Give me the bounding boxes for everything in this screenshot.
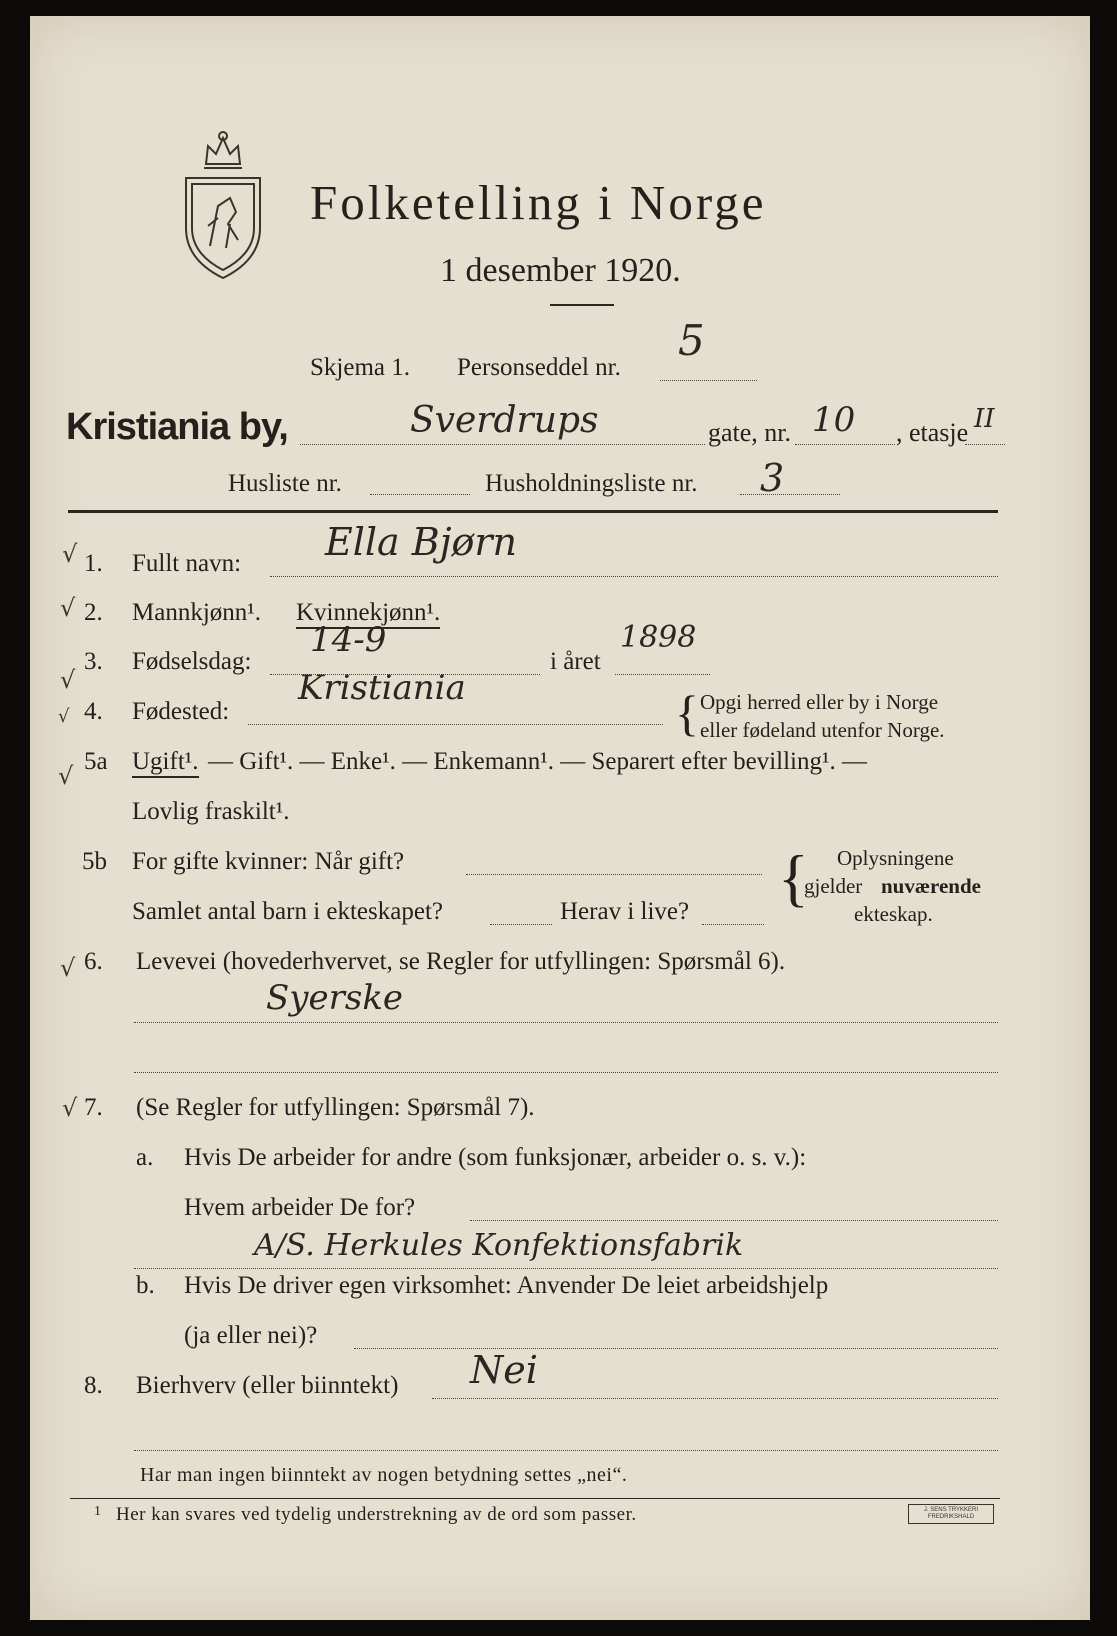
side-income-value: Nei bbox=[470, 1348, 538, 1392]
birth-date-value: 14-9 bbox=[310, 620, 387, 660]
q8-number: 8. bbox=[84, 1372, 103, 1399]
q7a-letter: a. bbox=[136, 1144, 154, 1171]
household-list-value: 3 bbox=[760, 456, 785, 500]
marital-options: — Gift¹. — Enke¹. — Enkemann¹. — Separert efter bevilling¹. — bbox=[208, 748, 867, 775]
q1-number: 1. bbox=[84, 550, 103, 577]
check-mark: √ bbox=[60, 954, 76, 982]
bracket-icon: { bbox=[675, 685, 699, 741]
printer-stamp-text: J. SENS TRYKKERI bbox=[923, 1507, 979, 1513]
marriage-date-field bbox=[466, 874, 762, 875]
full-name-field bbox=[270, 576, 998, 577]
employer-field bbox=[470, 1220, 998, 1221]
printer-stamp-text: FREDRIKSHALD bbox=[927, 1514, 975, 1520]
census-form bbox=[30, 16, 1090, 1620]
street-field bbox=[300, 444, 705, 445]
gate-nr-label: gate, nr. bbox=[708, 418, 792, 447]
census-date: 1 desember 1920. bbox=[440, 252, 681, 289]
floor-value: II bbox=[974, 404, 995, 434]
birth-place-value: Kristiania bbox=[298, 668, 466, 708]
check-mark: √ bbox=[58, 706, 70, 727]
children-count-label: Samlet antal barn i ekteskapet? bbox=[132, 898, 443, 925]
check-mark: √ bbox=[60, 666, 76, 694]
sex-female-option: Kvinnekjønn¹. bbox=[296, 599, 440, 629]
children-count-field bbox=[490, 924, 552, 925]
form-title: Folketelling i Norge bbox=[310, 175, 767, 230]
q4-number: 4. bbox=[84, 698, 103, 725]
check-mark: √ bbox=[58, 762, 74, 790]
marriage-note: nuværende bbox=[881, 874, 981, 898]
q3-number: 3. bbox=[84, 648, 103, 675]
personseddel-value: 5 bbox=[678, 316, 705, 365]
birth-date-label: Fødselsdag: bbox=[132, 648, 252, 675]
birth-year-value: 1898 bbox=[620, 620, 697, 655]
footnote-rule bbox=[70, 1498, 1000, 1499]
check-mark: √ bbox=[62, 1094, 78, 1122]
street-value: Sverdrups bbox=[410, 400, 599, 441]
q6-number: 6. bbox=[84, 948, 103, 975]
q5a-number: 5a bbox=[84, 748, 108, 775]
occupation-value: Syerske bbox=[266, 978, 404, 1018]
birth-place-field bbox=[248, 724, 663, 725]
footnote-text: Her kan svares ved tydelig understrekning av de ord som passer. bbox=[116, 1504, 637, 1525]
employer-value: A/S. Herkules Konfektionsfabrik bbox=[254, 1228, 744, 1263]
floor-label: , etasje bbox=[896, 418, 969, 447]
city-label: Kristiania by, bbox=[66, 406, 288, 448]
side-income-field-2 bbox=[134, 1450, 998, 1451]
title-divider bbox=[550, 304, 614, 306]
employer-field-2 bbox=[134, 1268, 998, 1269]
full-name-value: Ella Bjørn bbox=[325, 520, 518, 564]
birth-place-note: eller fødeland utenfor Norge. bbox=[700, 718, 945, 742]
children-alive-field bbox=[702, 924, 764, 925]
sex-male-option: Mannkjønn¹. bbox=[132, 599, 262, 626]
occupation-label: Levevei (hovederhvervet, se Regler for utfyllingen: Spørsmål 6). bbox=[136, 948, 786, 975]
side-income-field bbox=[432, 1398, 998, 1399]
q7b-letter: b. bbox=[136, 1272, 155, 1299]
birth-year-label: i året bbox=[550, 648, 601, 675]
occupation-field-2 bbox=[134, 1072, 998, 1073]
coat-of-arms-icon bbox=[178, 128, 268, 280]
bracket-icon: { bbox=[778, 842, 809, 913]
household-list-label: Husholdningsliste nr. bbox=[485, 470, 698, 497]
marital-option-unmarried: Ugift¹. bbox=[132, 748, 199, 778]
married-women-label: For gifte kvinner: Når gift? bbox=[132, 848, 405, 875]
household-list-field bbox=[740, 494, 840, 495]
marital-option-divorced: Lovlig fraskilt¹. bbox=[132, 798, 290, 825]
marriage-note: ekteskap. bbox=[854, 902, 933, 926]
side-income-label: Bierhverv (eller biinntekt) bbox=[136, 1372, 399, 1399]
footnote-marker: 1 bbox=[94, 1504, 101, 1519]
birth-place-label: Fødested: bbox=[132, 698, 230, 725]
q7-label: (Se Regler for utfyllingen: Spørsmål 7). bbox=[136, 1094, 535, 1121]
form-number-label: Skjema 1. bbox=[310, 354, 410, 381]
side-income-note: Har man ingen biinntekt av nogen betydning settes „nei“. bbox=[140, 1464, 628, 1486]
printer-stamp bbox=[908, 1504, 994, 1524]
q5b-number: 5b bbox=[82, 848, 107, 875]
birth-year-field bbox=[615, 674, 710, 675]
hired-help-label: (ja eller nei)? bbox=[184, 1322, 318, 1349]
children-alive-label: Herav i live? bbox=[560, 898, 690, 925]
house-list-field bbox=[370, 494, 470, 495]
q7-number: 7. bbox=[84, 1094, 103, 1121]
personseddel-label: Personseddel nr. bbox=[457, 354, 621, 381]
personseddel-field bbox=[660, 380, 757, 381]
birth-place-note: Opgi herred eller by i Norge bbox=[700, 690, 939, 714]
q2-number: 2. bbox=[84, 599, 103, 626]
q7a-text: Hvis De arbeider for andre (som funksjonær, arbeider o. s. v.): bbox=[184, 1144, 807, 1171]
check-mark: √ bbox=[60, 594, 76, 622]
occupation-field bbox=[134, 1022, 998, 1023]
header-rule bbox=[68, 510, 998, 513]
check-mark: √ bbox=[62, 540, 78, 568]
full-name-label: Fullt navn: bbox=[132, 550, 242, 577]
employer-label: Hvem arbeider De for? bbox=[184, 1194, 416, 1221]
house-number-value: 10 bbox=[812, 400, 856, 440]
floor-field bbox=[965, 444, 1005, 445]
house-list-label: Husliste nr. bbox=[228, 470, 342, 497]
house-number-field bbox=[795, 444, 895, 445]
hired-help-field bbox=[354, 1348, 998, 1349]
q7b-text: Hvis De driver egen virksomhet: Anvender De leiet arbeidshjelp bbox=[184, 1272, 829, 1299]
marriage-note: Oplysningene bbox=[837, 846, 954, 870]
marriage-note: gjelder bbox=[804, 874, 863, 898]
